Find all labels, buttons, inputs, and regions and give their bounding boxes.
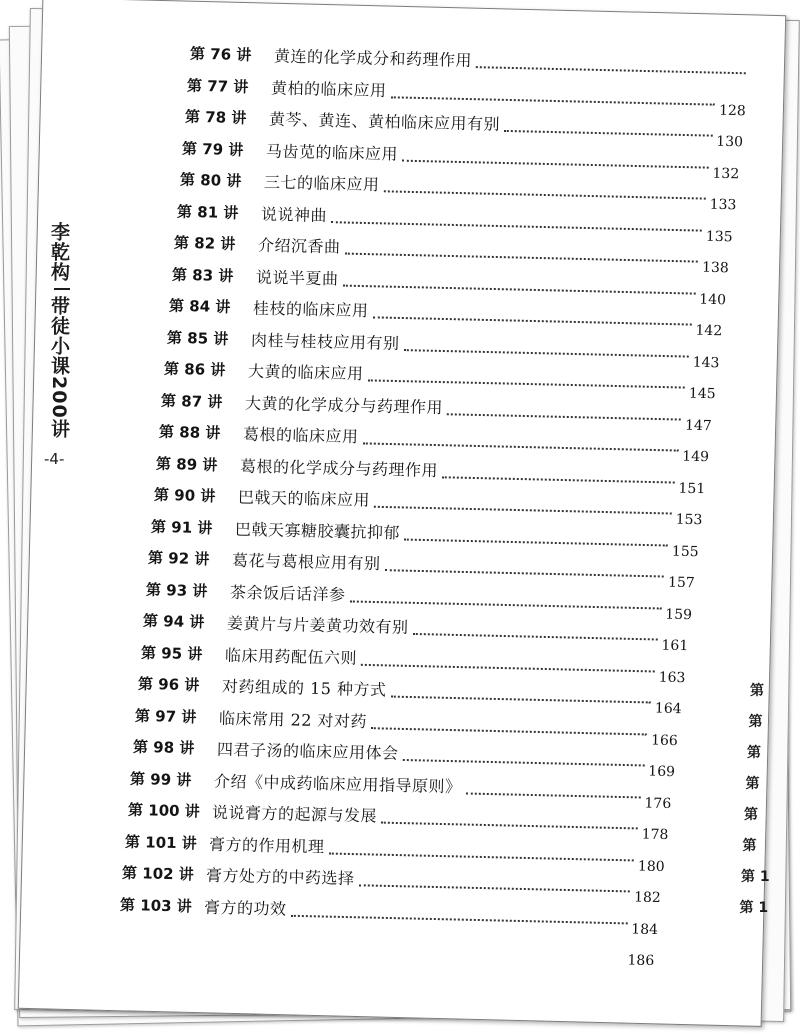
lecture-title: 膏方处方的中药选择 (206, 865, 356, 888)
page-ref: 176 (644, 795, 672, 812)
lecture-number: 第 96 讲 (137, 674, 200, 694)
dot-leader (373, 506, 671, 515)
lecture-number: 第 88 讲 (158, 422, 221, 442)
dot-leader (402, 159, 709, 168)
lecture-number: 第 80 讲 (179, 170, 242, 190)
page-ref: 184 (630, 920, 658, 938)
dot-leader (290, 914, 627, 924)
page-ref: 159 (664, 606, 692, 623)
dot-leader (390, 696, 651, 704)
page-ref: 186 (627, 952, 655, 970)
lecture-number: 第 77 讲 (187, 75, 249, 96)
page-ref: 149 (681, 448, 709, 466)
dot-leader (360, 663, 654, 672)
peek-fragment: 第 (747, 745, 761, 761)
dot-leader (403, 349, 689, 357)
lecture-title: 葛根的临床应用 (242, 424, 359, 446)
dot-leader (367, 379, 685, 388)
lecture-number: 第 94 讲 (143, 611, 205, 631)
peek-fragment: 第 (750, 683, 764, 699)
peek-fragment: 第 (748, 714, 763, 730)
page-ref: 178 (641, 826, 669, 844)
lecture-number: 第 97 讲 (135, 705, 197, 726)
lecture-title: 巴戟天寡糖胶囊抗抑郁 (234, 518, 401, 542)
lecture-title: 说说神曲 (260, 203, 328, 225)
lecture-title: 说说膏方的起源与发展 (211, 802, 377, 826)
dot-leader (331, 221, 702, 231)
peek-fragment: 第 1 (741, 869, 770, 885)
dot-leader (373, 316, 692, 325)
lecture-number: 第 89 讲 (156, 453, 218, 474)
lecture-number: 第 79 讲 (182, 138, 244, 159)
lecture-title: 黄芩、黄连、黄柏临床应用有别 (268, 109, 500, 134)
lecture-number: 第 92 讲 (148, 548, 210, 568)
page-ref: 182 (634, 889, 662, 907)
page-ref: 164 (654, 700, 682, 718)
dot-leader (345, 253, 699, 263)
lecture-title: 介绍《中成药临床应用指导原则》 (213, 770, 462, 796)
page-ref: 157 (668, 574, 696, 592)
lecture-title: 马齿苋的临床应用 (265, 140, 399, 163)
lecture-number: 第 99 讲 (130, 768, 192, 789)
lecture-title: 临床用药配伍六则 (224, 644, 357, 667)
lecture-title: 桂枝的临床应用 (252, 298, 369, 320)
book-title: 带徒小课200讲 (48, 296, 70, 439)
lecture-title: 对药组成的 15 种方式 (221, 676, 387, 699)
page-ref: 130 (715, 133, 743, 151)
lecture-title: 膏方的功效 (203, 896, 287, 918)
lecture-title: 黄连的化学成分和药理作用 (273, 46, 473, 70)
lecture-title: 三七的临床应用 (263, 172, 380, 194)
lecture-number: 第 91 讲 (150, 516, 213, 537)
lecture-title: 膏方的作用机理 (208, 833, 325, 856)
lecture-title: 巴戟天的临床应用 (237, 487, 370, 510)
lecture-number: 第 90 讲 (153, 485, 216, 505)
dot-leader (385, 569, 665, 577)
dot-leader (328, 852, 634, 861)
page-ref: 128 (719, 102, 747, 119)
lecture-title: 葛根的化学成分与药理作用 (239, 455, 439, 480)
peek-fragment: 第 (742, 838, 757, 854)
lecture-number: 第 87 讲 (161, 390, 223, 411)
page-ref: 143 (692, 354, 720, 371)
lecture-number: 第 76 讲 (189, 44, 252, 64)
page-ref: 161 (661, 637, 689, 655)
peek-fragment: 第 (744, 807, 758, 823)
lecture-title: 介绍沉香曲 (258, 235, 342, 256)
lecture-title: 肉桂与桂枝应用有别 (250, 329, 400, 353)
lecture-number: 第 100 讲 (127, 800, 200, 820)
lecture-title: 说说半夏曲 (255, 266, 339, 288)
page-ref: 169 (647, 763, 675, 781)
peek-fragment: 第 1 (739, 900, 769, 916)
dot-leader (383, 190, 706, 199)
dot-leader (447, 413, 681, 420)
dot-leader (380, 822, 637, 830)
dot-leader (391, 96, 716, 105)
page-ref: 145 (688, 385, 716, 403)
lecture-title: 四君子汤的临床应用体会 (216, 739, 399, 763)
dot-leader (359, 884, 631, 892)
page-ref: 163 (658, 669, 686, 686)
lecture-number: 第 103 讲 (119, 894, 192, 915)
dot-leader (402, 759, 644, 766)
lecture-number: 第 78 讲 (184, 107, 247, 127)
peek-fragment: 第 (745, 776, 760, 792)
lecture-number: 第 84 讲 (169, 296, 231, 316)
lecture-title: 姜黄片与片姜黄功效有别 (226, 613, 409, 637)
page-ref: 133 (709, 196, 737, 214)
lecture-number: 第 82 讲 (174, 233, 236, 253)
dot-leader (442, 476, 675, 483)
lecture-number: 第 81 讲 (176, 201, 239, 222)
dot-leader (504, 130, 713, 137)
lecture-number: 第 86 讲 (163, 359, 226, 379)
lecture-number: 第 95 讲 (140, 642, 203, 663)
lecture-number: 第 85 讲 (166, 327, 229, 348)
page-ref: 140 (698, 291, 726, 308)
lecture-title: 临床常用 22 对对药 (219, 707, 368, 731)
dot-leader (362, 442, 678, 451)
page-ref: 155 (671, 543, 699, 560)
lecture-title: 葛花与葛根应用有别 (232, 550, 382, 573)
lecture-number: 第 101 讲 (124, 831, 198, 852)
lecture-number: 第 98 讲 (132, 737, 195, 757)
page-ref: 166 (651, 732, 679, 749)
dot-leader (371, 727, 647, 735)
lecture-number: 第 93 讲 (145, 579, 208, 600)
page-ref: 142 (695, 322, 723, 340)
next-page-edge (732, 660, 800, 990)
lecture-number: 第 102 讲 (122, 863, 195, 884)
lecture-title: 大黄的化学成分与药理作用 (245, 392, 444, 417)
lecture-title: 黄柏的临床应用 (271, 77, 388, 100)
page-ref: 135 (705, 228, 733, 245)
lecture-title: 大黄的临床应用 (247, 361, 364, 383)
page-ref: 151 (678, 480, 706, 497)
dot-leader (412, 633, 657, 641)
page-ref: 147 (685, 417, 713, 434)
lecture-number: 第 83 讲 (171, 264, 234, 285)
dot-leader (349, 600, 661, 609)
page-ref: 180 (637, 858, 665, 875)
page-ref: 138 (702, 259, 730, 277)
dot-leader (404, 538, 668, 546)
dot-leader (465, 792, 640, 798)
dot-leader (342, 284, 695, 294)
page-ref: 153 (675, 511, 703, 529)
page-number: -4- (44, 450, 65, 468)
author-name: 李乾构 (48, 222, 70, 282)
lecture-title: 茶余饭后话洋参 (229, 581, 346, 604)
dot-leader (476, 66, 746, 74)
page-ref: 132 (712, 165, 740, 182)
